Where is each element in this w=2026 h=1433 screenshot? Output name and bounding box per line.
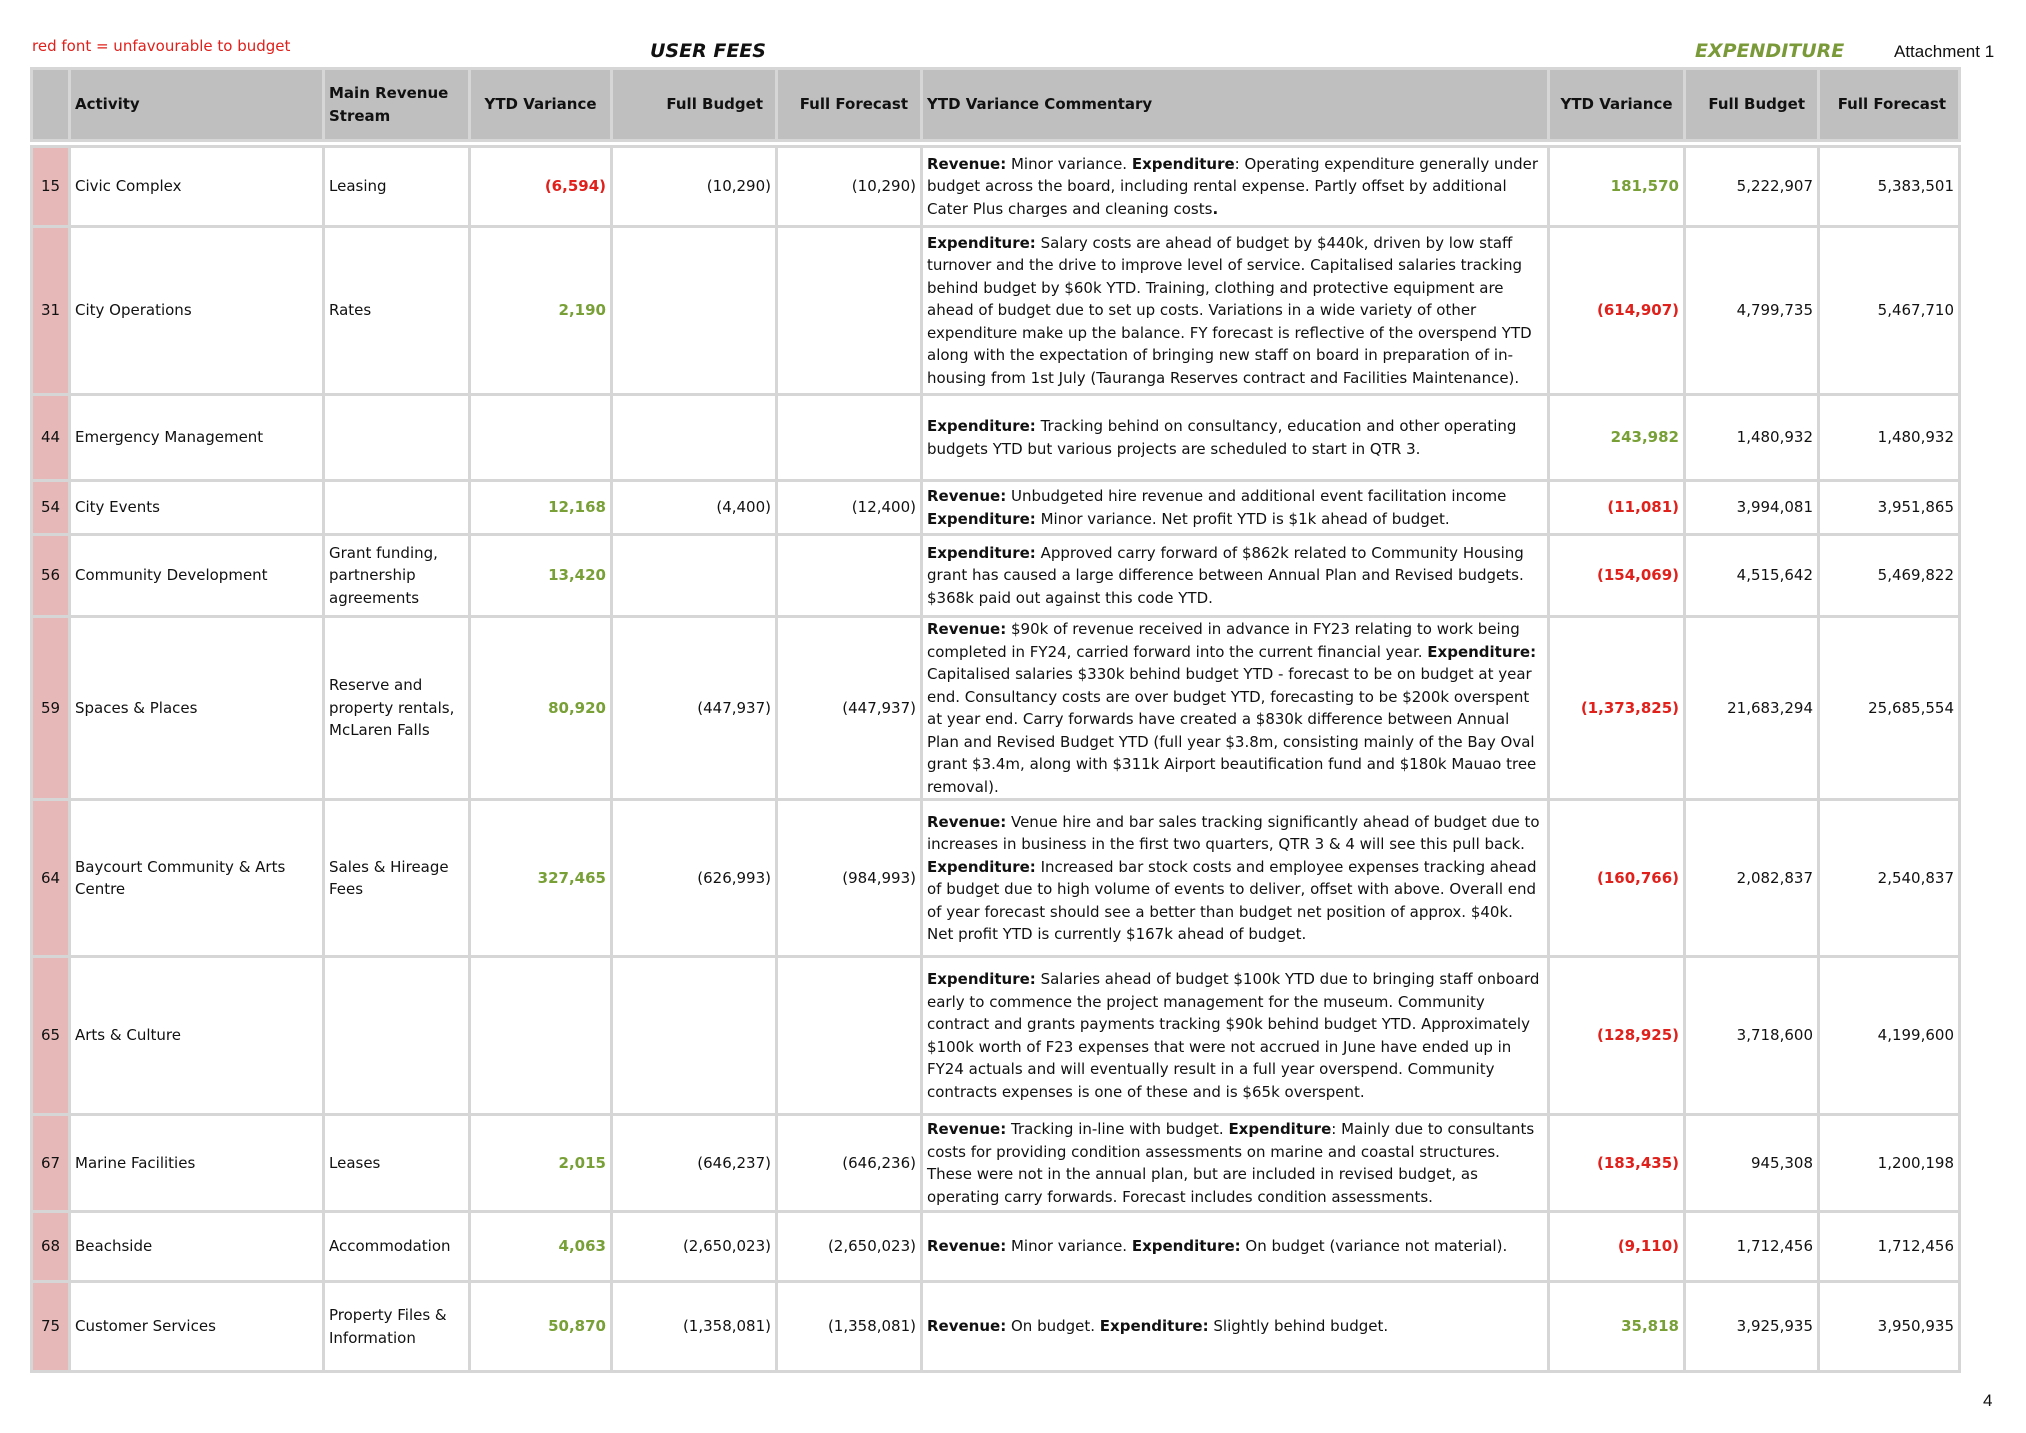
commentary-text: Minor variance.	[1006, 1237, 1132, 1256]
commentary-bold: Revenue:	[927, 1120, 1007, 1138]
activity-cell: Marine Facilities	[70, 1115, 324, 1212]
exp-full-budget-header: Full Budget	[1685, 69, 1819, 141]
exp-ytd-variance-cell: (614,907)	[1549, 227, 1685, 395]
exp-ytd-variance-cell: (128,925)	[1549, 957, 1685, 1115]
exp-ytd-variance-cell: 181,570	[1549, 147, 1685, 227]
activity-cell: Emergency Management	[70, 395, 324, 481]
rev-full-forecast-cell: (646,236)	[777, 1115, 922, 1212]
exp-ytd-variance-cell: (11,081)	[1549, 481, 1685, 535]
rev-full-budget-cell: (2,650,023)	[612, 1212, 777, 1282]
rev-full-forecast-cell: (10,290)	[777, 147, 922, 227]
row-index: 67	[32, 1115, 70, 1212]
table-row	[32, 227, 1960, 395]
exp-full-forecast-cell: 1,200,198	[1819, 1115, 1960, 1212]
table-row	[32, 800, 1960, 957]
exp-ytd-variance-cell: (160,766)	[1549, 800, 1685, 957]
commentary-text: Tracking behind on consultancy, education and other operating budgets YTD but various projects are scheduled to start in QTR 3.	[927, 417, 1517, 458]
exp-full-forecast-header: Full Forecast	[1819, 69, 1960, 141]
commentary-cell	[922, 481, 1549, 535]
commentary-cell	[922, 227, 1549, 395]
exp-ytd-variance-cell: (1,373,825)	[1549, 617, 1685, 800]
commentary-bold: Revenue:	[927, 1237, 1007, 1256]
commentary-header: YTD Variance Commentary	[922, 69, 1549, 141]
commentary-text: On budget.	[1006, 1317, 1100, 1336]
commentary-bold: Revenue:	[927, 620, 1007, 638]
commentary-bold: Revenue:	[927, 1317, 1007, 1336]
commentary-cell	[922, 957, 1549, 1115]
exp-full-budget-cell: 4,799,735	[1685, 227, 1819, 395]
index-header	[32, 69, 70, 141]
exp-ytd-variance-cell: (183,435)	[1549, 1115, 1685, 1212]
stream-cell: Property Files & Information	[324, 1282, 470, 1372]
exp-ytd-variance-cell: 35,818	[1549, 1282, 1685, 1372]
rev-ytd-variance-header: YTD Variance	[470, 69, 612, 141]
rev-ytd-variance-cell: 13,420	[470, 535, 612, 617]
commentary-bold: Expenditure:	[1099, 1317, 1209, 1336]
rev-full-budget-cell: (10,290)	[612, 147, 777, 227]
exp-full-forecast-cell: 5,467,710	[1819, 227, 1960, 395]
page-number: 4	[1983, 1391, 1993, 1410]
exp-ytd-variance-cell: 243,982	[1549, 395, 1685, 481]
rev-ytd-variance-cell	[470, 957, 612, 1115]
stream-header: Main Revenue Stream	[324, 69, 470, 141]
commentary-cell	[922, 1282, 1549, 1372]
commentary-text: Tracking in-line with budget.	[1006, 1120, 1229, 1138]
exp-full-budget-cell: 4,515,642	[1685, 535, 1819, 617]
commentary-cell	[922, 617, 1549, 800]
table-row	[32, 395, 1960, 481]
exp-ytd-variance-cell: (9,110)	[1549, 1212, 1685, 1282]
activity-cell: Customer Services	[70, 1282, 324, 1372]
exp-full-forecast-cell: 3,950,935	[1819, 1282, 1960, 1372]
exp-ytd-variance-cell: (154,069)	[1549, 535, 1685, 617]
header-row	[32, 69, 1960, 141]
row-index: 75	[32, 1282, 70, 1372]
rev-full-budget-cell: (646,237)	[612, 1115, 777, 1212]
stream-cell	[324, 395, 470, 481]
activity-cell: City Operations	[70, 227, 324, 395]
attachment-label: Attachment 1	[1894, 42, 1995, 61]
table-row	[32, 1212, 1960, 1282]
exp-full-forecast-cell: 1,712,456	[1819, 1212, 1960, 1282]
rev-full-budget-cell: (447,937)	[612, 617, 777, 800]
rev-full-budget-cell	[612, 227, 777, 395]
commentary-bold: Expenditure:	[1427, 642, 1537, 661]
activity-cell: City Events	[70, 481, 324, 535]
rev-ytd-variance-cell: 327,465	[470, 800, 612, 957]
table-row	[32, 481, 1960, 535]
exp-full-budget-cell: 1,480,932	[1685, 395, 1819, 481]
activity-cell: Spaces & Places	[70, 617, 324, 800]
stream-cell	[324, 481, 470, 535]
rev-full-forecast-cell: (447,937)	[777, 617, 922, 800]
commentary-text: Salaries ahead of budget $100k YTD due to bringing staff onboard early to commence the project management for the museum. Community contract and grants payments tracking $90k behind budget YTD. Approximately $100k worth of F23 expenses that were not accrued in June have ended up in FY24 actuals and will eventually result in a full year overspend. Community contracts expenses is one of these and is $65k overspent.	[927, 970, 1540, 1101]
exp-full-forecast-cell: 5,469,822	[1819, 535, 1960, 617]
rev-ytd-variance-cell: 4,063	[470, 1212, 612, 1282]
exp-full-budget-cell: 945,308	[1685, 1115, 1819, 1212]
exp-full-budget-cell: 3,994,081	[1685, 481, 1819, 535]
row-index: 15	[32, 147, 70, 227]
stream-cell: Leasing	[324, 147, 470, 227]
rev-full-budget-cell	[612, 535, 777, 617]
variance-table	[30, 67, 1961, 1373]
table-row	[32, 147, 1960, 227]
commentary-bold: Expenditure:	[927, 857, 1036, 876]
rev-full-budget-cell: (626,993)	[612, 800, 777, 957]
rev-ytd-variance-cell: 80,920	[470, 617, 612, 800]
rev-ytd-variance-cell	[470, 395, 612, 481]
rev-full-budget-cell	[612, 957, 777, 1115]
commentary-cell	[922, 535, 1549, 617]
table-body	[32, 147, 1960, 1372]
commentary-text: Minor variance.	[1006, 154, 1132, 173]
commentary-bold: Revenue:	[927, 487, 1007, 505]
commentary-cell	[922, 395, 1549, 481]
legend-note: red font = unfavourable to budget	[32, 37, 291, 55]
rev-full-forecast-cell: (2,650,023)	[777, 1212, 922, 1282]
stream-cell: Grant funding, partnership agreements	[324, 535, 470, 617]
exp-full-budget-cell: 2,082,837	[1685, 800, 1819, 957]
exp-ytd-variance-header: YTD Variance	[1549, 69, 1685, 141]
expenditure-title: EXPENDITURE	[1695, 40, 1845, 62]
rev-full-forecast-cell: (1,358,081)	[777, 1282, 922, 1372]
stream-cell: Sales & Hireage Fees	[324, 800, 470, 957]
activity-cell: Civic Complex	[70, 147, 324, 227]
rev-full-budget-cell: (4,400)	[612, 481, 777, 535]
row-index: 31	[32, 227, 70, 395]
commentary-text: Approved carry forward of $862k related to Community Housing grant has caused a large difference between Annual Plan and Revised budgets. $368k paid out against this code YTD.	[927, 543, 1524, 607]
row-index: 59	[32, 617, 70, 800]
stream-cell: Rates	[324, 227, 470, 395]
commentary-text: : Mainly due to consultants costs for providing condition assessments on marine and coastal structures. These were not in the annual plan, but are included in revised budget, as operating carry forwards. Forecast includes condition assessments.	[927, 1120, 1535, 1206]
activity-cell: Community Development	[70, 535, 324, 617]
rev-ytd-variance-cell: 2,015	[470, 1115, 612, 1212]
commentary-cell	[922, 800, 1549, 957]
exp-full-forecast-cell: 4,199,600	[1819, 957, 1960, 1115]
rev-ytd-variance-cell: 12,168	[470, 481, 612, 535]
commentary-text: Salary costs are ahead of budget by $440k, driven by low staff turnover and the drive to improve level of service. Capitalised salaries tracking behind budget by $60k YTD. Training, clothing and protective equipment are ahead of budget due to set up costs. Variations in a wide variety of other expenditure make up the balance. FY forecast is reflective of the overspend YTD along with the expectation of bringing new staff on board in preparation of in-housing from 1st July (Tauranga Reserves contract and Facilities Maintenance).	[927, 233, 1532, 387]
commentary-bold: Expenditure:	[1131, 1237, 1241, 1256]
commentary-text: Venue hire and bar sales tracking significantly ahead of budget due to increases in business in the first two quarters, QTR 3 & 4 will see this pull back.	[927, 812, 1540, 853]
rev-full-forecast-cell: (984,993)	[777, 800, 922, 957]
rev-full-forecast-cell	[777, 535, 922, 617]
commentary-text: Slightly behind budget.	[1208, 1317, 1389, 1336]
rev-ytd-variance-cell: (6,594)	[470, 147, 612, 227]
rev-full-forecast-cell	[777, 957, 922, 1115]
commentary-text: Capitalised salaries $330k behind budget YTD - forecast to be on budget at year end. Consultancy costs are over budget YTD, forecasting to be $200k overspent at year end. Carry forwards have created a $830k difference between Annual Plan and Revised Budget YTD (full year $3.8m, consisting mainly of the Bay Oval grant $3.4m, along with $311k Airport beautification fund and $180k Mauao tree removal).	[927, 665, 1537, 796]
exp-full-budget-cell: 21,683,294	[1685, 617, 1819, 800]
exp-full-budget-cell: 3,718,600	[1685, 957, 1819, 1115]
rev-full-forecast-cell: (12,400)	[777, 481, 922, 535]
table-row	[32, 1115, 1960, 1212]
commentary-bold: Expenditure:	[927, 543, 1036, 562]
stream-cell: Leases	[324, 1115, 470, 1212]
exp-full-forecast-cell: 3,951,865	[1819, 481, 1960, 535]
commentary-cell	[922, 1212, 1549, 1282]
stream-cell	[324, 957, 470, 1115]
row-index: 65	[32, 957, 70, 1115]
commentary-bold: Expenditure	[1228, 1120, 1332, 1138]
rev-full-forecast-header: Full Forecast	[777, 69, 922, 141]
rev-full-forecast-cell	[777, 395, 922, 481]
commentary-bold: Expenditure:	[927, 509, 1036, 528]
commentary-text: : Operating expenditure generally under budget across the board, including rental expense. Partly offset by additional Cater Plus charges and cleaning costs	[927, 154, 1539, 218]
rev-full-budget-header: Full Budget	[612, 69, 777, 141]
table-row	[32, 957, 1960, 1115]
commentary-bold: Expenditure:	[927, 233, 1036, 252]
commentary-bold: Expenditure:	[927, 417, 1036, 435]
user-fees-title: USER FEES	[650, 40, 766, 62]
commentary-cell	[922, 1115, 1549, 1212]
commentary-text: Unbudgeted hire revenue and additional event facilitation income	[1006, 487, 1507, 505]
exp-full-budget-cell: 5,222,907	[1685, 147, 1819, 227]
exp-full-budget-cell: 1,712,456	[1685, 1212, 1819, 1282]
rev-full-forecast-cell	[777, 227, 922, 395]
activity-header: Activity	[70, 69, 324, 141]
table-row	[32, 535, 1960, 617]
row-index: 56	[32, 535, 70, 617]
exp-full-forecast-cell: 2,540,837	[1819, 800, 1960, 957]
row-index: 54	[32, 481, 70, 535]
exp-full-forecast-cell: 1,480,932	[1819, 395, 1960, 481]
commentary-text: Minor variance. Net profit YTD is $1k ahead of budget.	[1035, 509, 1450, 528]
table-row	[32, 1282, 1960, 1372]
rev-full-budget-cell: (1,358,081)	[612, 1282, 777, 1372]
row-index: 44	[32, 395, 70, 481]
rev-ytd-variance-cell: 50,870	[470, 1282, 612, 1372]
commentary-text: On budget (variance not material).	[1240, 1237, 1508, 1256]
stream-cell: Reserve and property rentals, McLaren Falls	[324, 617, 470, 800]
exp-full-budget-cell: 3,925,935	[1685, 1282, 1819, 1372]
activity-cell: Beachside	[70, 1212, 324, 1282]
commentary-bold: .	[1212, 199, 1219, 218]
activity-cell: Baycourt Community & Arts Centre	[70, 800, 324, 957]
exp-full-forecast-cell: 5,383,501	[1819, 147, 1960, 227]
commentary-cell	[922, 147, 1549, 227]
row-index: 68	[32, 1212, 70, 1282]
commentary-text: $90k of revenue received in advance in FY23 relating to work being completed in FY24, carried forward into the current financial year.	[927, 620, 1520, 661]
exp-full-forecast-cell: 25,685,554	[1819, 617, 1960, 800]
commentary-bold: Expenditure	[1131, 154, 1235, 173]
table-row	[32, 617, 1960, 800]
commentary-text: Increased bar stock costs and employee expenses tracking ahead of budget due to high volume of events to deliver, offset with above. Overall end of year forecast should see a better than budget net position of approx. $40k. Net profit YTD is currently $167k ahead of budget.	[927, 857, 1537, 943]
stream-cell: Accommodation	[324, 1212, 470, 1282]
commentary-bold: Revenue:	[927, 154, 1007, 173]
commentary-bold: Expenditure:	[927, 970, 1036, 988]
activity-cell: Arts & Culture	[70, 957, 324, 1115]
rev-ytd-variance-cell: 2,190	[470, 227, 612, 395]
row-index: 64	[32, 800, 70, 957]
rev-full-budget-cell	[612, 395, 777, 481]
commentary-bold: Revenue:	[927, 812, 1007, 831]
